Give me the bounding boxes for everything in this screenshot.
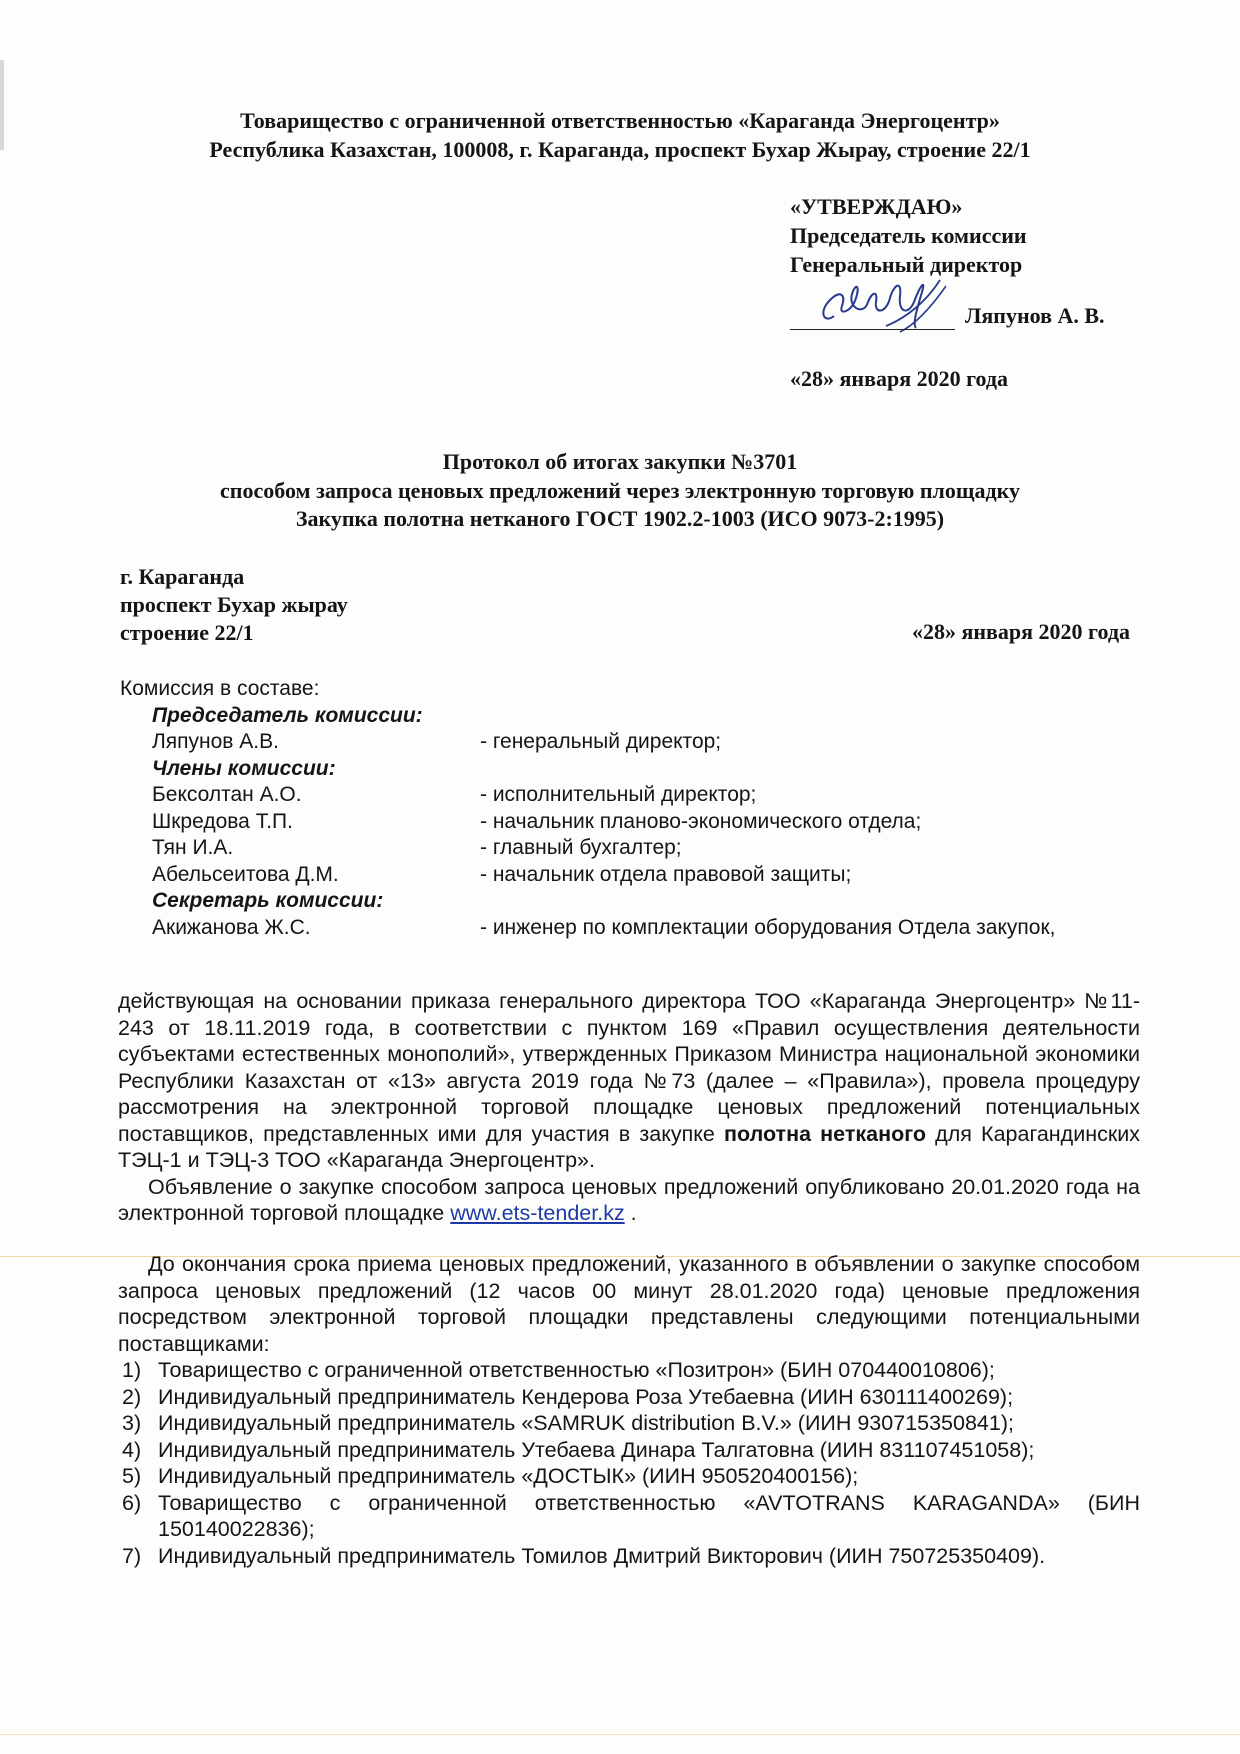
member-name: Шкредова Т.П. [152,809,293,833]
member-name: Тян И.А. [152,836,234,859]
commission-row [120,862,852,889]
paragraph-basis: действующая на основании приказа генерального директора ТОО «Караганда Энергоцентр» №11-243 от 18.11.2019 года, в соответствии с пунктом 169 «Правил осуществления деятельности субъектами естественных монополий», утвержденных Приказом Министра национальной экономики Республики Казахстан от «13» августа 2019 года №73 (далее – «Правила»), провела процедуру рассмотрения на электронной торговой площадке ценовых предложений потенциальных поставщиков, представленных ими для участия в закупке полотна нетканого для Карагандинских ТЭЦ-1 и ТЭЦ-3 ТОО «Караганда Энергоцентр». [118,989,1140,1172]
protocol-title: Протокол об итогах закупки №3701 [442,449,798,474]
commission-row [120,782,757,809]
secretary-label: Секретарь комиссии: [152,889,384,912]
suppliers-list [118,1357,1140,1569]
approval-position-2: Генеральный директор [790,252,1023,277]
list-item: 6) Товарищество с ограниченной ответственностью «AVTOTRANS KARAGANDA» (БИН 150140022836); [122,1490,1140,1541]
list-item: 5) Индивидуальный предприниматель «ДОСТЫК» (ИИН 950520400156); [122,1464,859,1488]
member-name: Бексолтан А.О. [152,783,302,806]
body-text [118,988,1140,1227]
chair-label: Председатель комиссии: [152,703,423,727]
protocol-subject: Закупка полотна нетканого ГОСТ 1902.2-1003 (ИСО 9073-2:1995) [295,506,945,531]
commission-row [120,835,682,862]
member-role: - генеральный директор; [480,730,722,753]
org-address: Республика Казахстан, 100008, г. Караганда, проспект Бухар Жырау, строение 22/1 [209,137,1031,162]
member-role: - главный бухгалтер; [480,836,682,859]
protocol-date: «28» января 2020 года [911,619,1130,644]
paragraph-deadline: До окончания срока приема ценовых предложений, указанного в объявлении о закупке способом запроса ценовых предложений (12 часов 00 минут 28.01.2020 года) ценовые предложения посредством электронной торговой площадки представлены следующими потенциальными поставщиками: [118,1252,1140,1356]
signer-name: Ляпунов А. В. [965,303,1105,328]
list-item: 4) Индивидуальный предприниматель Утебаева Динара Талгатовна (ИИН 831107451058); [122,1437,1035,1462]
scan-rule-bottom [0,1734,1240,1735]
approval-position-1: Председатель комиссии [790,223,1027,248]
approval-title: «УТВЕРЖДАЮ» [790,194,963,219]
commission-row [120,915,1056,942]
member-role: - исполнительный директор; [480,783,757,806]
list-item: 3) Индивидуальный предприниматель «SAMRUK distribution B.V.» (ИИН 930715350841); [122,1411,1014,1435]
commission-intro: Комиссия в составе: [120,677,320,700]
place-block [120,563,348,647]
paragraph-announcement: Объявление о закупке способом запроса ценовых предложений опубликовано 20.01.2020 года на электронной торговой площадке www.ets-tender.kz . [118,1174,1140,1225]
place-city: г. Караганда [120,564,245,589]
member-role: - инженер по комплектации оборудования Отдела закупок, [480,915,1056,939]
member-role: - начальник планово-экономического отдела; [480,809,922,833]
ets-tender-link[interactable]: www.ets-tender.kz [450,1201,625,1225]
commission-list [120,676,1056,941]
member-role: - начальник отдела правовой защиты; [480,862,852,886]
approval-date: «28» января 2020 года [790,366,1009,391]
member-name: Акижанова Ж.С. [152,915,311,939]
member-name: Абельсеитова Д.М. [152,862,339,886]
protocol-subtitle: способом запроса ценовых предложений через электронную торговую площадку [220,478,1020,503]
bold-subject: полотна нетканого [724,1121,927,1146]
org-name: Товарищество с ограниченной ответственностью «Караганда Энергоцентр» [240,108,1000,133]
place-building: строение 22/1 [120,620,254,645]
commission-row [120,809,922,836]
member-name: Ляпунов А.В. [152,730,279,753]
place-street: проспект Бухар жырау [120,592,348,617]
list-item: 7) Индивидуальный предприниматель Томилов Дмитрий Викторович (ИИН 750725350409). [122,1543,1046,1568]
signature-line [790,329,955,330]
members-label: Члены комиссии: [152,756,336,780]
body-text-2 [118,1251,1140,1357]
list-item: 2) Индивидуальный предприниматель Кендерова Роза Утебаевна (ИИН 630111400269); [122,1384,1014,1409]
list-item: 1) Товарищество с ограниченной ответственностью «Позитрон» (БИН 070440010806); [122,1358,995,1382]
commission-row [120,729,722,756]
